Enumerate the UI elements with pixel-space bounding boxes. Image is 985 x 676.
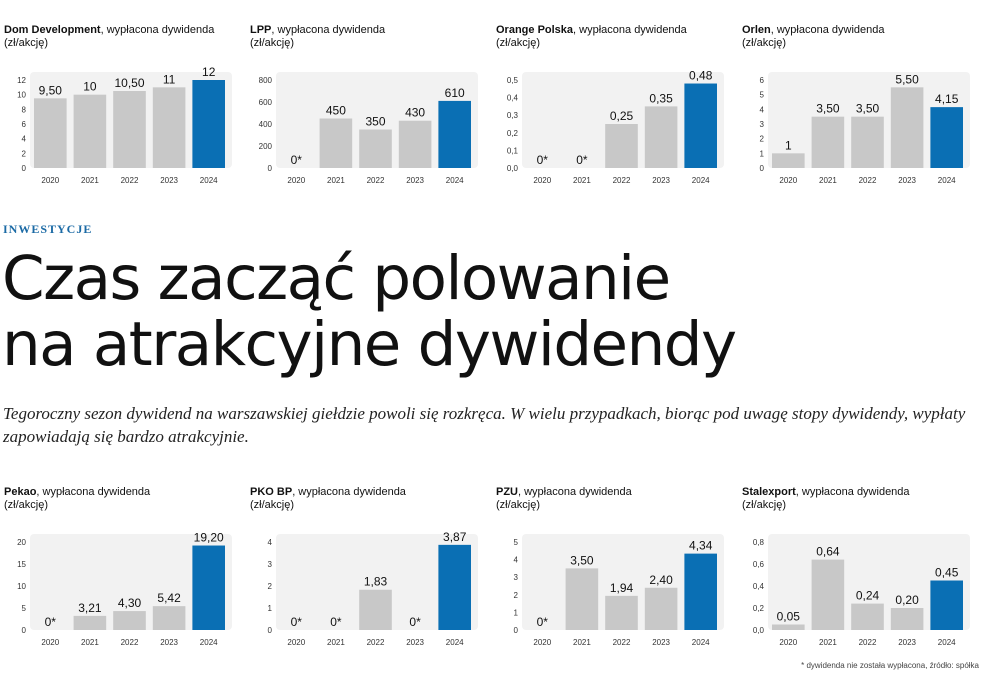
- chart-company: Dom Development: [4, 24, 101, 36]
- bar-2022: [605, 596, 638, 630]
- bar-value-label: 0*: [330, 615, 342, 629]
- chart-company: LPP: [250, 24, 272, 36]
- chart-title-suffix: , wypłacona dywidenda: [36, 486, 151, 498]
- bar-2022: [359, 130, 392, 169]
- chart-company: Orange Polska: [496, 24, 574, 36]
- x-tick-label: 2020: [287, 638, 306, 647]
- x-tick-label: 2021: [573, 176, 591, 185]
- x-tick-label: 2021: [327, 638, 345, 647]
- chart-unit: (zł/akcję): [250, 37, 295, 49]
- chart-unit: (zł/akcję): [496, 37, 541, 49]
- y-tick-label: 0,0: [506, 164, 518, 173]
- x-tick-label: 2020: [779, 176, 798, 185]
- bar-value-label: 3,50: [855, 101, 880, 116]
- x-tick-label: 2020: [41, 176, 60, 185]
- bar-2021: [566, 568, 599, 630]
- x-tick-label: 2020: [533, 176, 552, 185]
- chart-pzu: [492, 486, 732, 676]
- x-tick-label: 2020: [287, 176, 306, 185]
- y-tick-label: 5: [513, 538, 518, 547]
- bar-value-label: 4,34: [689, 538, 713, 553]
- y-tick-label: 0: [759, 164, 764, 173]
- bar-value-label: 0,48: [689, 68, 713, 83]
- headline-line-1: Czas zacząć polowanie: [2, 243, 670, 314]
- x-tick-label: 2021: [327, 176, 345, 185]
- x-tick-label: 2022: [612, 176, 631, 185]
- x-tick-label: 2021: [81, 638, 99, 647]
- chart-pko-bp: [246, 486, 486, 676]
- bar-2020: [34, 98, 67, 168]
- chart-unit: (zł/akcję): [250, 499, 295, 511]
- x-tick-label: 2024: [691, 176, 710, 185]
- y-tick-label: 3: [513, 573, 518, 583]
- x-tick-label: 2024: [937, 638, 956, 647]
- y-tick-label: 600: [258, 98, 272, 107]
- chart-title-suffix: , wypłacona dywidenda: [292, 486, 406, 498]
- headline: [2, 243, 982, 380]
- bar-2022: [113, 91, 146, 168]
- chart-orlen: [738, 24, 978, 214]
- x-tick-label: 2020: [533, 638, 552, 647]
- y-tick-label: 4: [759, 105, 764, 115]
- y-tick-label: 0: [267, 164, 272, 173]
- bar-value-label: 0*: [536, 615, 548, 629]
- y-tick-label: 0: [513, 626, 518, 635]
- chart-unit: (zł/akcję): [4, 499, 49, 511]
- y-tick-label: 2: [513, 590, 518, 600]
- x-tick-label: 2021: [819, 176, 837, 185]
- chart-svg: [0, 486, 240, 676]
- bar-value-label: 12: [202, 65, 216, 79]
- x-tick-label: 2020: [779, 638, 798, 647]
- chart-svg: [492, 24, 732, 214]
- x-tick-label: 2021: [81, 176, 99, 185]
- y-tick-label: 0: [267, 626, 272, 635]
- y-tick-label: 0,4: [752, 582, 764, 591]
- chart-svg: [738, 24, 978, 214]
- x-tick-label: 2022: [366, 638, 385, 647]
- chart-company: Orlen: [742, 24, 771, 36]
- y-tick-label: 0,8: [752, 538, 764, 547]
- bar-value-label: 0,25: [609, 109, 634, 123]
- headline-line-2: na atrakcyjne dywidendy: [2, 309, 736, 380]
- chart-pekao: [0, 486, 240, 676]
- bar-2023: [891, 608, 924, 630]
- chart-company: PKO BP: [250, 486, 293, 498]
- y-tick-label: 15: [17, 560, 26, 569]
- bar-value-label: 0*: [290, 615, 302, 629]
- y-tick-label: 1: [759, 149, 764, 159]
- y-tick-label: 0,6: [752, 560, 764, 569]
- section-kicker: INWESTYCJE: [3, 222, 93, 236]
- x-tick-label: 2023: [898, 638, 916, 647]
- bar-value-label: 0*: [409, 615, 421, 629]
- chart-stalexport: [738, 486, 978, 676]
- x-tick-label: 2023: [406, 176, 424, 185]
- chart-title-suffix: , wypłacona dywidenda: [573, 24, 687, 36]
- bar-value-label: 0,24: [855, 588, 880, 603]
- y-tick-label: 3: [267, 560, 272, 569]
- y-tick-label: 200: [258, 142, 272, 151]
- bar-value-label: 4,30: [117, 596, 142, 611]
- y-tick-label: 0,2: [752, 604, 764, 613]
- bar-value-label: 1,94: [609, 580, 634, 595]
- bar-value-label: 0*: [576, 153, 588, 167]
- y-tick-label: 8: [21, 105, 26, 115]
- lede-paragraph: Tegoroczny sezon dywidend na warszawskiej giełdzie powoli się rozkręca. W wielu przypadkach, biorąc pod uwagę stopy dywidendy, wypłaty zapowiadają się bardzo atrakcyjnie.: [3, 404, 966, 446]
- y-tick-label: 0,0: [752, 626, 764, 635]
- x-tick-label: 2023: [160, 176, 178, 185]
- y-tick-label: 12: [17, 76, 26, 85]
- bar-value-label: 0,35: [649, 91, 673, 106]
- chart-svg: [246, 486, 486, 676]
- bar-2024: [930, 581, 963, 631]
- x-tick-label: 2022: [120, 176, 139, 185]
- chart-svg: [246, 24, 486, 214]
- bar-2023: [891, 87, 924, 168]
- bar-value-label: 610: [444, 85, 465, 100]
- bar-2024: [930, 107, 963, 168]
- bar-2022: [605, 124, 638, 168]
- y-tick-label: 6: [759, 76, 764, 85]
- chart-title-suffix: , wypłacona dywidenda: [770, 24, 885, 36]
- x-tick-label: 2023: [898, 176, 916, 185]
- y-tick-label: 0: [21, 626, 26, 635]
- x-tick-label: 2022: [366, 176, 385, 185]
- chart-unit: (zł/akcję): [742, 37, 787, 49]
- x-tick-label: 2022: [858, 176, 877, 185]
- y-tick-label: 0: [21, 164, 26, 173]
- y-tick-label: 5: [759, 90, 764, 100]
- bar-value-label: 0,45: [935, 565, 959, 580]
- y-tick-label: 0,3: [506, 111, 518, 121]
- y-tick-label: 1: [513, 608, 518, 618]
- bar-value-label: 3,50: [570, 553, 594, 568]
- bar-value-label: 450: [325, 103, 346, 118]
- y-tick-label: 0,2: [506, 128, 518, 138]
- x-tick-label: 2024: [937, 176, 956, 185]
- y-tick-label: 5: [21, 604, 26, 613]
- bar-2021: [812, 560, 845, 630]
- y-tick-label: 0,5: [506, 76, 518, 85]
- bar-value-label: 350: [365, 114, 386, 129]
- x-tick-label: 2022: [120, 638, 139, 647]
- bar-value-label: 3,21: [78, 600, 102, 615]
- y-tick-label: 4: [267, 538, 272, 547]
- y-tick-label: 6: [21, 120, 26, 129]
- bar-2024: [192, 546, 225, 630]
- x-tick-label: 2023: [406, 638, 424, 647]
- y-tick-label: 0,1: [506, 146, 518, 156]
- chart-unit: (zł/akcję): [4, 37, 49, 49]
- y-tick-label: 400: [258, 120, 272, 129]
- y-tick-label: 3: [759, 120, 764, 129]
- x-tick-label: 2024: [445, 176, 464, 185]
- bar-2023: [399, 121, 432, 168]
- bar-2023: [153, 87, 186, 168]
- x-tick-label: 2021: [819, 638, 837, 647]
- bar-value-label: 0*: [536, 153, 548, 167]
- bar-value-label: 5,50: [895, 72, 919, 87]
- y-tick-label: 10: [17, 90, 26, 100]
- bar-value-label: 10: [83, 79, 97, 94]
- bar-2020: [772, 153, 805, 168]
- chart-unit: (zł/akcję): [742, 499, 787, 511]
- bar-value-label: 11: [162, 72, 176, 87]
- bar-value-label: 3,50: [816, 101, 840, 116]
- bar-2021: [812, 117, 845, 168]
- x-tick-label: 2023: [652, 638, 670, 647]
- bar-2024: [684, 554, 717, 630]
- x-tick-label: 2024: [199, 176, 218, 185]
- x-tick-label: 2024: [691, 638, 710, 647]
- x-tick-label: 2022: [858, 638, 877, 647]
- bar-value-label: 0*: [44, 615, 56, 629]
- x-tick-label: 2023: [652, 176, 670, 185]
- bar-2022: [359, 590, 392, 630]
- x-tick-label: 2020: [41, 638, 60, 647]
- bar-value-label: 19,20: [193, 530, 224, 545]
- y-tick-label: 10: [17, 582, 26, 591]
- y-tick-label: 2: [759, 134, 764, 144]
- bar-2023: [645, 588, 678, 630]
- bar-value-label: 5,42: [157, 591, 181, 606]
- bar-2023: [645, 106, 678, 168]
- bar-2024: [438, 545, 471, 630]
- x-tick-label: 2022: [612, 638, 631, 647]
- y-tick-label: 1: [267, 604, 272, 613]
- x-tick-label: 2023: [160, 638, 178, 647]
- bar-value-label: 0*: [290, 153, 302, 167]
- bar-2023: [153, 606, 186, 630]
- bar-2024: [192, 80, 225, 168]
- chart-orange-polska: [492, 24, 732, 214]
- bar-2022: [851, 117, 884, 168]
- chart-unit: (zł/akcję): [496, 499, 541, 511]
- bar-value-label: 1,83: [363, 574, 388, 589]
- chart-dom-development: [0, 24, 240, 214]
- x-tick-label: 2021: [573, 638, 591, 647]
- chart-svg: [0, 24, 240, 214]
- y-tick-label: 4: [21, 134, 26, 144]
- chart-lpp: [246, 24, 486, 214]
- y-tick-label: 2: [267, 582, 272, 591]
- bar-value-label: 4,15: [935, 92, 959, 107]
- chart-company: PZU: [496, 486, 518, 498]
- bar-value-label: 1: [784, 138, 792, 153]
- bar-2024: [684, 84, 717, 168]
- bar-2024: [438, 101, 471, 168]
- y-tick-label: 800: [258, 76, 272, 85]
- chart-title-suffix: , wypłacona dywidenda: [271, 24, 386, 36]
- chart-title-suffix: , wypłacona dywidenda: [100, 24, 215, 36]
- bar-value-label: 2,40: [649, 572, 673, 587]
- chart-company: Pekao: [4, 486, 37, 498]
- chart-svg: [738, 486, 978, 676]
- y-tick-label: 0,4: [506, 93, 518, 103]
- y-tick-label: 2: [21, 149, 26, 159]
- x-tick-label: 2024: [199, 638, 218, 647]
- bar-value-label: 0,64: [816, 544, 840, 559]
- y-tick-label: 20: [17, 538, 26, 547]
- chart-title-suffix: , wypłacona dywidenda: [518, 486, 632, 498]
- y-tick-label: 4: [513, 555, 518, 565]
- bar-2020: [772, 625, 805, 631]
- footnote-source: * dywidenda nie została wypłacona, źródło: spółka: [801, 661, 979, 670]
- chart-company: Stalexport: [742, 486, 796, 498]
- bar-2022: [851, 604, 884, 630]
- bar-value-label: 430: [405, 105, 426, 120]
- chart-svg: [492, 486, 732, 676]
- bar-2021: [74, 616, 107, 630]
- bar-value-label: 10,50: [114, 76, 145, 90]
- chart-title-suffix: , wypłacona dywidenda: [795, 486, 910, 498]
- bar-2022: [113, 611, 146, 630]
- bar-value-label: 0,05: [776, 609, 800, 624]
- x-tick-label: 2024: [445, 638, 464, 647]
- bar-value-label: 9,50: [38, 83, 62, 98]
- bar-2021: [320, 119, 353, 169]
- bar-value-label: 0,20: [895, 593, 919, 607]
- bar-2021: [74, 95, 107, 168]
- bar-value-label: 3,87: [443, 529, 467, 544]
